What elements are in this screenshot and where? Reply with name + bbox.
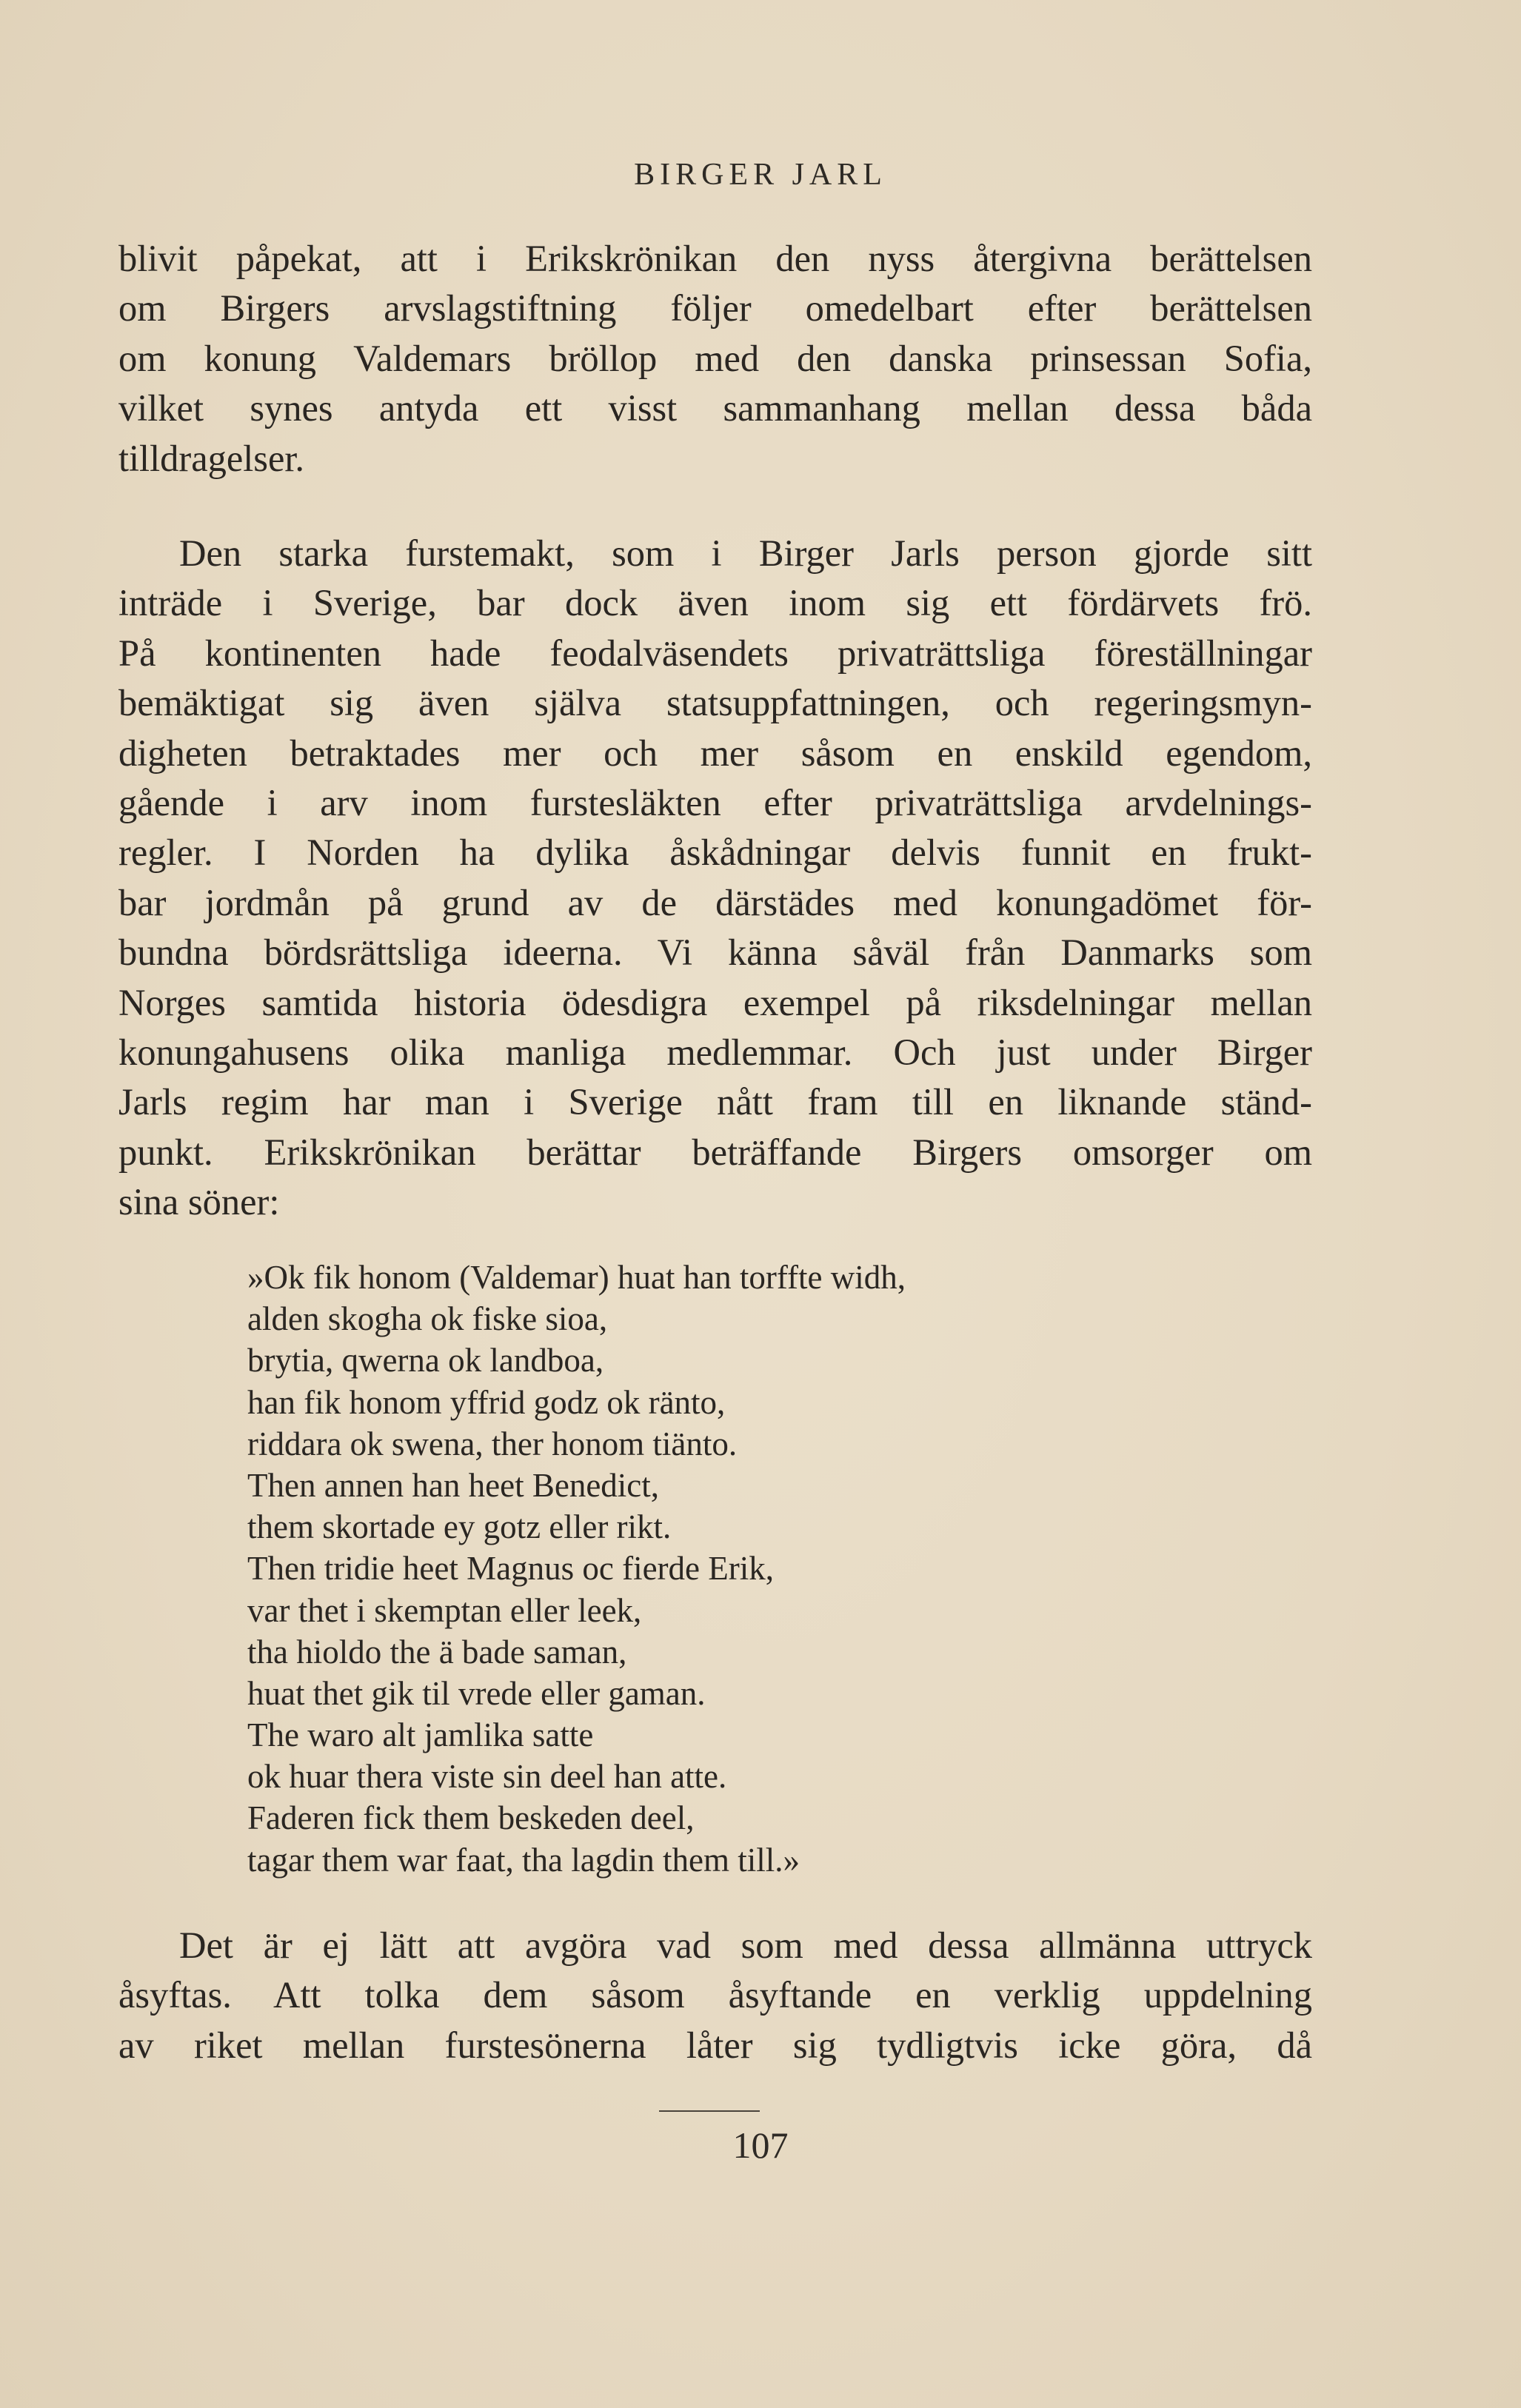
text-line: bundna bördsrättsliga ideerna. Vi känna såväl från Danmarks som [118, 932, 1312, 974]
quoted-verse [247, 1257, 906, 1881]
verse-line: riddara ok swena, ther honom tiänto. [247, 1425, 738, 1462]
verse-line: Then annen han heet Benedict, [247, 1466, 660, 1504]
text-line: om konung Valdemars bröllop med den danska prinsessan Sofia, [118, 337, 1312, 379]
verse-line: han fik honom yffrid godz ok ränto, [247, 1383, 726, 1421]
verse-line: »Ok fik honom (Valdemar) huat han torffte widh, [247, 1259, 906, 1296]
paragraph-2 [118, 529, 1312, 1227]
text-line: Norges samtida historia ödesdigra exempel på riksdelningar mellan [118, 981, 1312, 1023]
text-line: bemäktigat sig även själva statsuppfattningen, och regeringsmyn- [118, 682, 1312, 724]
text-line: På kontinenten hade feodalväsendets privaträttsliga föreställningar [118, 632, 1312, 674]
footer-rule [659, 2110, 760, 2112]
text-line: Det är ej lätt att avgöra vad som med dessa allmänna uttryck [179, 1924, 1312, 1966]
verse-line: tagar them war faat, tha lagdin them till.» [247, 1841, 800, 1879]
text-line: inträde i Sverige, bar dock även inom sig ett fördärvets frö. [118, 582, 1312, 624]
page-number: 107 [732, 2124, 789, 2166]
text-line: om Birgers arvslagstiftning följer omedelbart efter berättelsen [118, 287, 1312, 330]
text-line: tilldragelser. [118, 437, 305, 479]
text-line: punkt. Erikskrönikan berättar beträffande Birgers omsorger om [118, 1131, 1312, 1173]
text-line: sina söner: [118, 1181, 280, 1223]
verse-line: huat thet gik til vrede eller gaman. [247, 1674, 706, 1712]
verse-line: alden skogha ok fiske sioa, [247, 1300, 608, 1338]
verse-line: brytia, qwerna ok landboa, [247, 1342, 604, 1379]
verse-line: var thet i skemptan eller leek, [247, 1591, 642, 1629]
text-line: digheten betraktades mer och mer såsom en enskild egendom, [118, 732, 1312, 774]
text-line: Jarls regim har man i Sverige nått fram till en liknande ständ- [118, 1081, 1312, 1123]
text-line: regler. I Norden ha dylika åskådningar delvis funnit en frukt- [118, 832, 1312, 874]
verse-line: The waro alt jamlika satte [247, 1716, 594, 1754]
paragraph-3 [118, 1921, 1312, 2070]
paragraph-1 [118, 234, 1312, 484]
text-line: blivit påpekat, att i Erikskrönikan den nyss återgivna berättelsen [118, 238, 1312, 279]
verse-line: tha hioldo the ä bade saman, [247, 1633, 627, 1670]
text-line: åsyftas. Att tolka dem såsom åsyftande en verklig uppdelning [118, 1974, 1312, 2016]
verse-line: them skortade ey gotz eller rikt. [247, 1508, 672, 1546]
verse-line: ok huar thera viste sin deel han atte. [247, 1758, 727, 1796]
text-line: gående i arv inom furstesläkten efter privaträttsliga arvdelnings- [118, 781, 1312, 823]
text-line: Den starka furstemakt, som i Birger Jarls person gjorde sitt [179, 532, 1312, 574]
verse-line: Then tridie heet Magnus oc fierde Erik, [247, 1550, 774, 1588]
running-title: BIRGER JARL [634, 158, 887, 192]
text-line: av riket mellan furstesönerna låter sig tydligtvis icke göra, då [118, 2024, 1312, 2066]
text-line: bar jordmån på grund av de därstädes med konungadömet för- [118, 881, 1312, 923]
text-line: konungahusens olika manliga medlemmar. Och just under Birger [118, 1031, 1312, 1073]
verse-line: Faderen fick them beskeden deel, [247, 1799, 695, 1837]
text-line: vilket synes antyda ett visst sammanhang mellan dessa båda [118, 387, 1312, 429]
